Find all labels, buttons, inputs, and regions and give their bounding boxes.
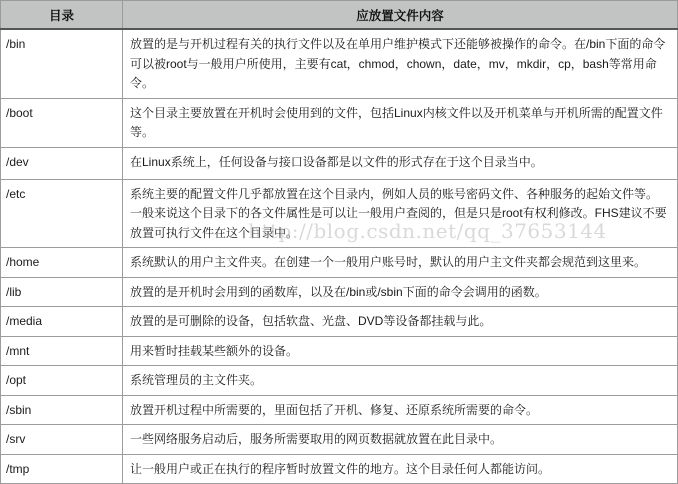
table-row [1, 147, 678, 179]
table-row [1, 366, 678, 396]
table-row [1, 277, 678, 307]
table-row [1, 425, 678, 455]
content-cell: 放置的是可删除的设备，包括软盘、光盘、DVD等设备都挂载与此。 [123, 307, 678, 337]
content-cell: 系统默认的用户主文件夹。在创建一个一般用户账号时，默认的用户主文件夹都会规范到这里来。 [123, 248, 678, 278]
table-row [1, 395, 678, 425]
content-cell: 系统主要的配置文件几乎都放置在这个目录内，例如人员的账号密码文件、各种服务的起始文件等。一般来说这个目录下的各文件属性是可以让一般用户查阅的，但是只是root有权利修改。FHS建议不要放置可执行文件在这个目录中。 [123, 179, 678, 248]
directory-cell: /opt [1, 366, 123, 396]
directory-cell: /home [1, 248, 123, 278]
table-row [1, 336, 678, 366]
directory-cell: /sbin [1, 395, 123, 425]
content-cell: 一些网络服务启动后，服务所需要取用的网页数据就放置在此目录中。 [123, 425, 678, 455]
content-cell: 这个目录主要放置在开机时会使用到的文件，包括Linux内核文件以及开机菜单与开机所需的配置文件等。 [123, 98, 678, 147]
table-row [1, 98, 678, 147]
content-cell: 让一般用户或正在执行的程序暂时放置文件的地方。这个目录任何人都能访问。 [123, 454, 678, 484]
directory-cell: /srv [1, 425, 123, 455]
content-cell: 在Linux系统上，任何设备与接口设备都是以文件的形式存在于这个目录当中。 [123, 147, 678, 179]
table-row [1, 248, 678, 278]
directory-cell: /tmp [1, 454, 123, 484]
table-row [1, 179, 678, 248]
content-cell: 放置的是开机时会用到的函数库，以及在/bin或/sbin下面的命令会调用的函数。 [123, 277, 678, 307]
directory-cell: /bin [1, 29, 123, 98]
content-cell: 系统管理员的主文件夹。 [123, 366, 678, 396]
table-row [1, 29, 678, 98]
table-row [1, 454, 678, 484]
table-row [1, 307, 678, 337]
directory-cell: /boot [1, 98, 123, 147]
column-header-content: 应放置文件内容 [123, 1, 678, 30]
watermark: http://blog.csdn.net/qq_37653144 [248, 219, 607, 243]
column-header-directory: 目录 [1, 1, 123, 30]
directory-cell: /etc [1, 179, 123, 248]
directory-cell: /dev [1, 147, 123, 179]
directory-cell: /lib [1, 277, 123, 307]
table-header-row [1, 1, 678, 30]
content-cell: 用来暂时挂载某些额外的设备。 [123, 336, 678, 366]
content-cell: 放置开机过程中所需要的，里面包括了开机、修复、还原系统所需要的命令。 [123, 395, 678, 425]
content-cell: 放置的是与开机过程有关的执行文件以及在单用户维护模式下还能够被操作的命令。在/bin下面的命令可以被root与一般用户所使用，主要有cat，chmod，chown，date，mv，mkdir，cp，bash等常用命令。 [123, 29, 678, 98]
directory-cell: /media [1, 307, 123, 337]
directory-cell: /mnt [1, 336, 123, 366]
